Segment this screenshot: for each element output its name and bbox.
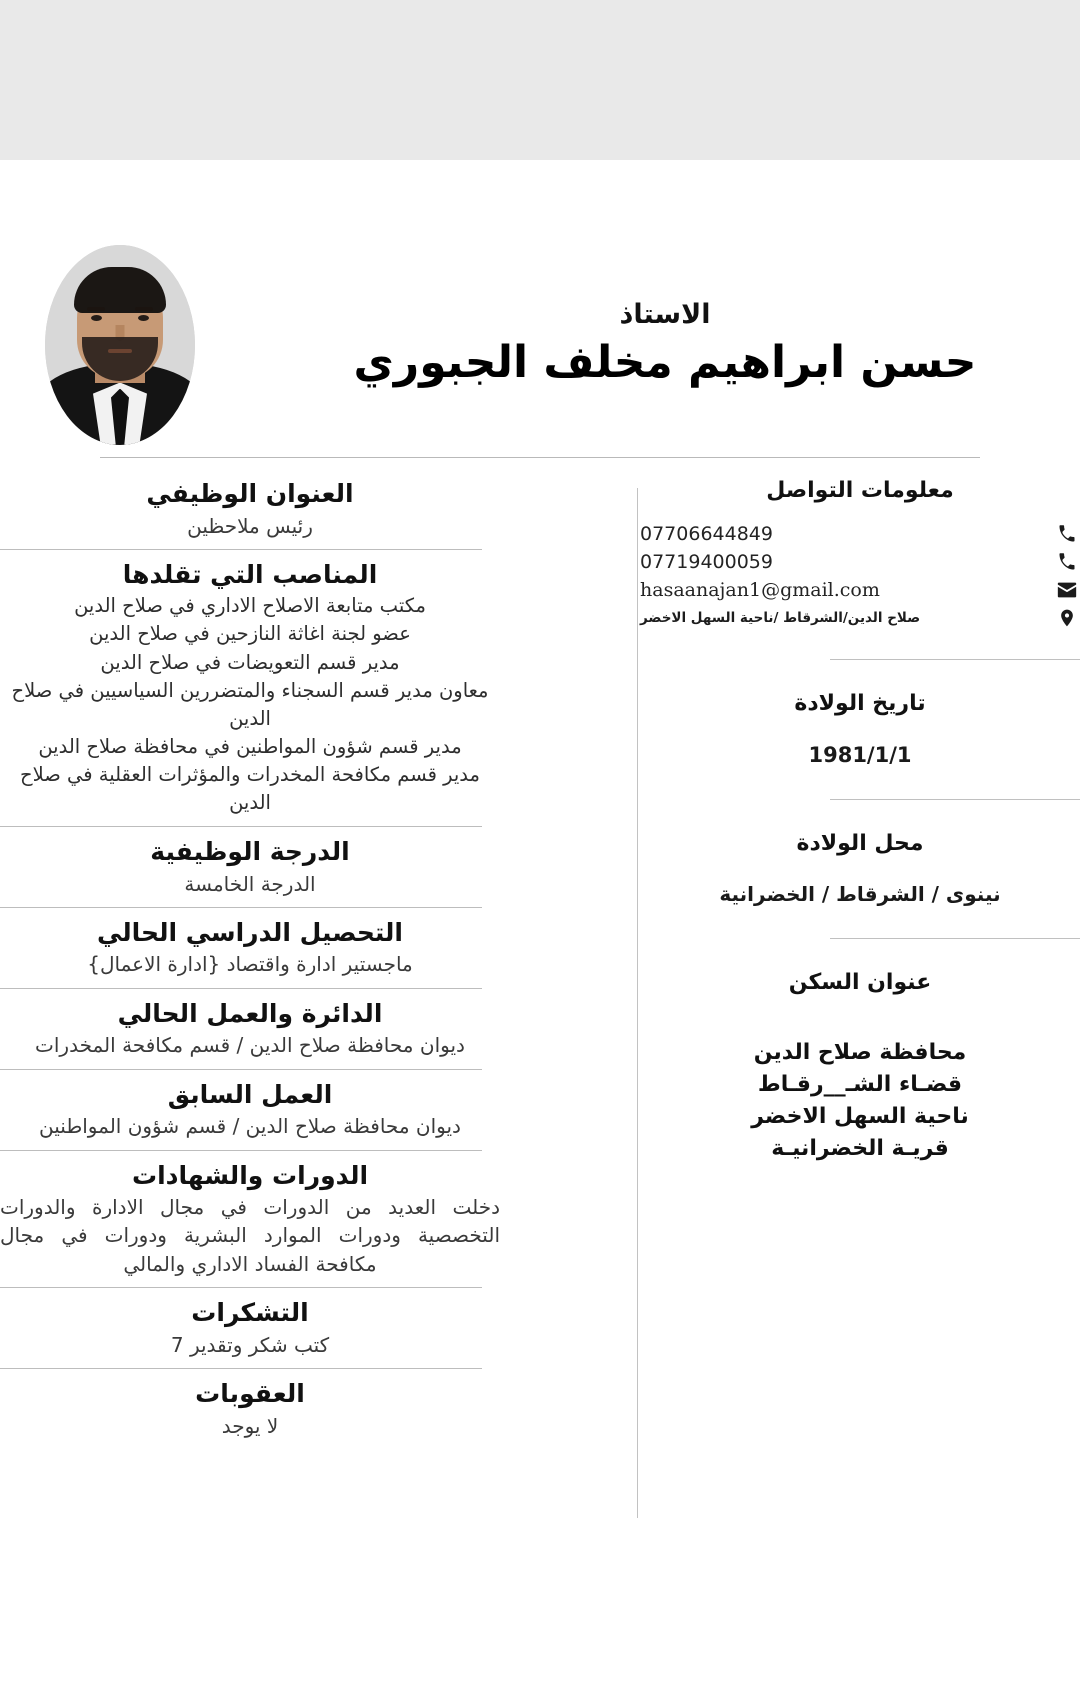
section-divider	[0, 1287, 482, 1288]
thanks-value: كتب شكر وتقدير 7	[170, 1332, 330, 1357]
section-divider	[0, 1150, 482, 1151]
birth-place-value: نينوى / الشرقاط / الخضرانية	[719, 881, 1001, 906]
list-item: مدير قسم مكافحة المخدرات والمؤثرات العقلية في صلاح الدين	[20, 762, 480, 814]
residence-section	[640, 969, 1080, 1165]
contact-heading: معلومات التواصل	[766, 478, 954, 503]
section-divider	[0, 826, 482, 827]
main-content	[0, 478, 600, 1440]
birth-date-label: تاريخ الولادة	[794, 691, 926, 716]
portrait-photo	[45, 245, 195, 445]
name-block	[240, 298, 1080, 391]
grade-value: الدرجة الخامسة	[184, 871, 316, 896]
phone-number: 07719400059	[640, 551, 773, 573]
title-prefix: الاستاذ	[619, 299, 711, 331]
section-penalties	[0, 1378, 500, 1440]
list-item: معاون مدير قسم السجناء والمتضررين السياسيين في صلاح الدين	[11, 678, 489, 730]
courses-value: دخلت العديد من الدورات في مجال الادارة والدورات التخصصية ودورات الموارد البشرية ودورات في مجال مكافحة الفساد الاداري والمالي	[0, 1195, 500, 1276]
cv-header	[0, 232, 1080, 457]
thanks-label: التشكرات	[191, 1298, 309, 1328]
residence-line: محافظة صلاح الدين	[753, 1040, 967, 1066]
top-grey-band	[0, 0, 1080, 160]
section-divider	[0, 549, 482, 550]
penalties-value: لا يوجد	[221, 1413, 279, 1438]
cv-body	[0, 478, 1080, 1440]
previous-work-label: العمل السابق	[167, 1079, 333, 1109]
residence-line: قريـة الخضرانيـة	[771, 1135, 949, 1161]
section-previous-work	[0, 1079, 500, 1141]
phone-icon	[1054, 524, 1080, 544]
phone-icon	[1054, 552, 1080, 572]
contact-address	[640, 607, 1080, 629]
list-item: مدير قسم التعويضات في صلاح الدين	[100, 650, 400, 674]
contact-phone-1[interactable]	[640, 523, 1080, 545]
email-icon	[1054, 579, 1080, 601]
section-grade	[0, 836, 500, 898]
current-work-label: الدائرة والعمل الحالي	[117, 998, 383, 1028]
penalties-label: العقوبات	[195, 1379, 305, 1409]
current-work-value: ديوان محافظة صلاح الدين / قسم مكافحة المخدرات	[35, 1033, 465, 1058]
list-item: مدير قسم شؤون المواطنين في محافظة صلاح الدين	[38, 734, 462, 758]
courses-label: الدورات والشهادات	[131, 1160, 369, 1190]
section-divider	[0, 1368, 482, 1369]
section-positions	[0, 559, 500, 817]
sidebar-divider-3	[830, 938, 1080, 939]
section-divider	[0, 988, 482, 989]
sidebar-divider-2	[830, 799, 1080, 800]
section-job-title	[0, 478, 500, 540]
education-label: التحصيل الدراسي الحالي	[96, 917, 404, 947]
section-current-work	[0, 998, 500, 1060]
phone-number: 07706644849	[640, 523, 773, 545]
birth-place-section	[640, 830, 1080, 908]
residence-lines	[640, 1037, 1080, 1165]
section-courses	[0, 1160, 500, 1279]
education-value: ماجستير ادارة واقتصاد {ادارة الاعمال}	[87, 952, 413, 977]
page-title: حسن ابراهيم مخلف الجبوري	[353, 336, 977, 388]
email-address: hasaanajan1@gmail.com	[640, 579, 880, 601]
section-divider	[0, 1069, 482, 1070]
sidebar-divider-1	[830, 659, 1080, 660]
address-text: صلاح الدين/الشرقاط /ناحية السهل الاخضر	[640, 610, 921, 626]
job-title-value: رئيس ملاحظين	[187, 513, 313, 538]
contact-phone-2[interactable]	[640, 551, 1080, 573]
positions-label: المناصب التي تقلدها	[122, 559, 378, 589]
location-pin-icon	[1054, 607, 1080, 629]
sidebar	[600, 478, 1080, 1440]
previous-work-value: ديوان محافظة صلاح الدين / قسم شؤون المواطنين	[39, 1114, 461, 1139]
birth-place-label: محل الولادة	[796, 830, 924, 856]
birth-date-section	[640, 690, 1080, 769]
contact-email[interactable]	[640, 579, 1080, 601]
positions-list	[0, 592, 500, 817]
list-item: عضو لجنة اغاثة النازحين في صلاح الدين	[89, 622, 411, 646]
section-divider	[0, 907, 482, 908]
job-title-label: العنوان الوظيفي	[146, 479, 354, 508]
birth-date-value: 1981/1/1	[808, 742, 912, 767]
residence-line: ناحية السهل الاخضر	[751, 1103, 969, 1129]
list-item: مكتب متابعة الاصلاح الاداري في صلاح الدين	[74, 594, 426, 618]
avatar	[0, 235, 240, 455]
residence-line: قضـاء الشـ__رقـاط	[757, 1072, 963, 1098]
section-education	[0, 917, 500, 979]
residence-label: عنوان السكن	[788, 969, 932, 995]
header-divider	[100, 457, 980, 458]
grade-label: الدرجة الوظيفية	[150, 837, 350, 867]
section-thanks	[0, 1297, 500, 1359]
